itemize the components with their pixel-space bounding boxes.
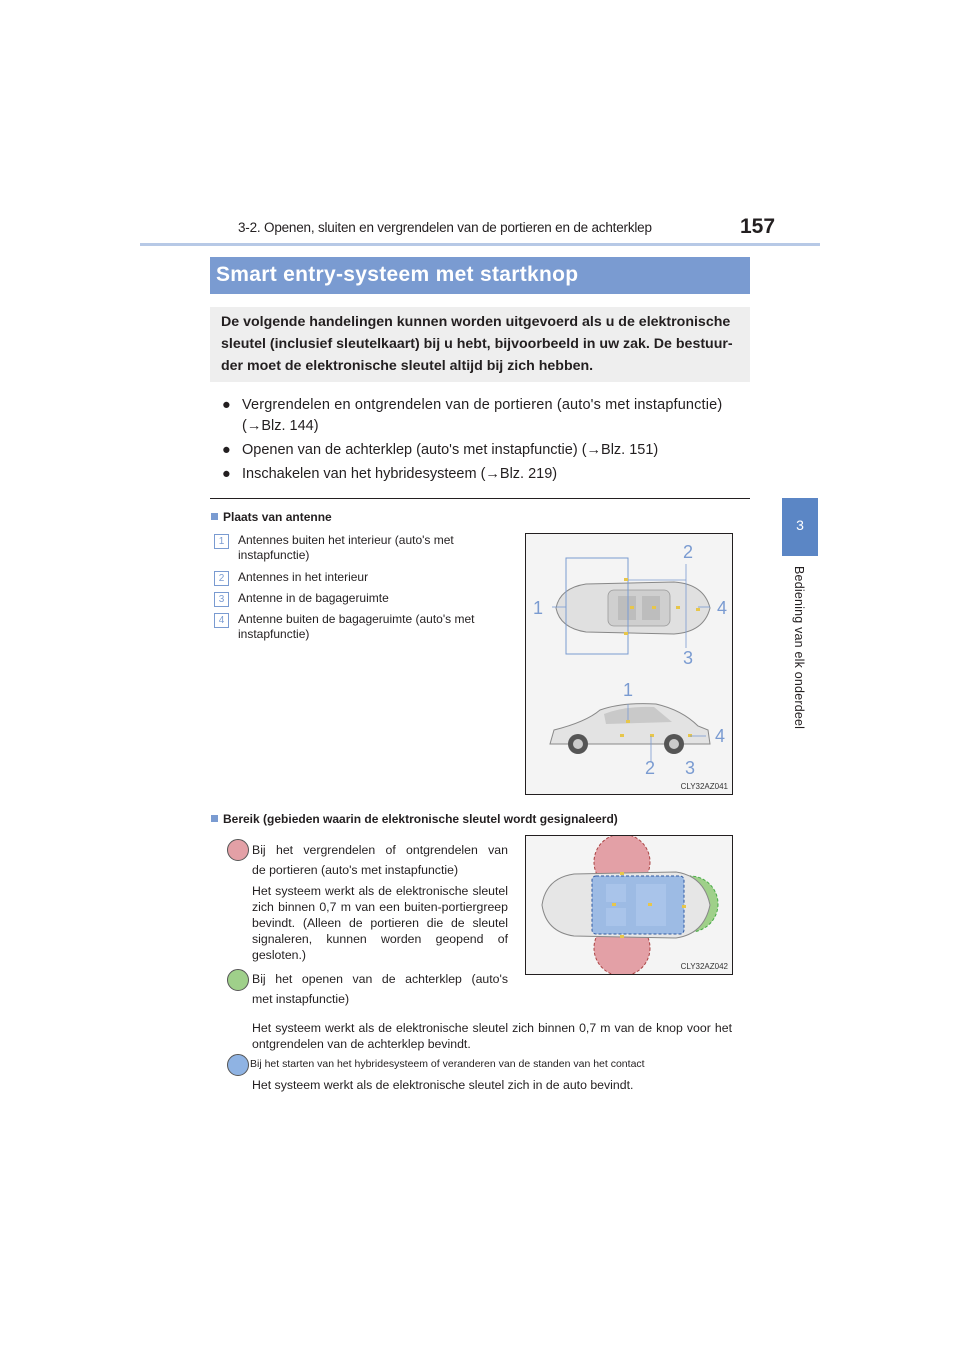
intro-line: sleutel (inclusief sleutelkaart) bij u hebt, bijvoorbeeld in uw zak. De bestuur- (221, 336, 733, 352)
bullet-glyph: ● (222, 397, 231, 413)
antenna-location-figure (525, 533, 733, 795)
antenna-list-item: 4 Antenne buiten de bagageruimte (auto's met instapfunctie) (214, 612, 510, 642)
callout-4: 4 (716, 598, 728, 618)
callout-2: 2 (682, 542, 694, 562)
bullet-item (222, 440, 747, 461)
callout-number: 2 (214, 571, 229, 586)
antenna-list-item: 1 Antennes buiten het interieur (auto's met instapfunctie) (214, 533, 510, 563)
bullet-text-cont: (→Blz. 144) (242, 418, 319, 434)
red-zone-swatch-icon (227, 839, 249, 861)
antenna-heading: Plaats van antenne (211, 510, 332, 524)
antenna-diagram (526, 534, 732, 794)
green-zone-title-line1: Bij het openen van de achterklep (auto's (252, 972, 508, 986)
page-number: 157 (740, 215, 776, 238)
callout-1: 1 (532, 598, 544, 618)
range-diagram (526, 836, 732, 974)
callout-number: 4 (214, 613, 229, 628)
figure-code: CLY32AZ042 (680, 962, 728, 971)
section-title: Smart entry-systeem met startknop (210, 257, 750, 294)
intro-line: der moet de elektronische sleutel altijd bij zich hebben. (221, 358, 594, 374)
bullet-item (222, 395, 747, 437)
callout-3: 3 (682, 648, 694, 668)
running-header: 3-2. Openen, sluiten en vergrendelen van de portieren en de achterklep (238, 220, 652, 235)
intro-line: De volgende handelingen kunnen worden uitgevoerd als u de elektronische (221, 314, 731, 330)
bullet-item (222, 464, 747, 485)
green-zone-body: Het systeem werkt als de elektronische sleutel zich binnen 0,7 m van de knop voor het ontgrendelen van de achterklep bevindt. (252, 1021, 732, 1051)
blue-zone-swatch-icon (227, 1054, 249, 1076)
figure-code: CLY32AZ041 (680, 782, 728, 791)
header-rule (140, 243, 820, 246)
car-top-view (552, 558, 710, 654)
red-zone-title-line2: de portieren (auto's met instapfunctie) (252, 863, 459, 877)
detection-range-figure (525, 835, 733, 975)
antenna-list-item: 3 Antenne in de bagageruimte (214, 591, 510, 606)
chapter-tab: 3 (782, 498, 818, 556)
green-zone-swatch-icon (227, 969, 249, 991)
antenna-list-item: 2 Antennes in het interieur (214, 570, 510, 585)
blue-zone-title: Bij het starten van het hybridesysteem of veranderen van de standen van het contact (250, 1058, 645, 1070)
callout-number: 3 (214, 592, 229, 607)
car-side-view (550, 704, 710, 762)
callout-1b: 1 (622, 680, 634, 700)
chapter-side-label (788, 566, 810, 766)
blue-zone-body: Het systeem werkt als de elektronische sleutel zich in de auto bevindt. (252, 1078, 634, 1092)
bullet-glyph: ● (222, 442, 231, 458)
green-zone-title-line2: met instapfunctie) (252, 992, 350, 1006)
red-zone-title-line1: Bij het vergrendelen of ontgrendelen van (252, 843, 508, 857)
callout-3b: 3 (684, 758, 696, 778)
bullet-text: Inschakelen van het hybridesysteem (→Blz. 219) (242, 466, 558, 482)
callout-2b: 2 (644, 758, 656, 778)
intro-box (210, 307, 750, 382)
range-heading: Bereik (gebieden waarin de elektronische sleutel wordt gesignaleerd) (211, 812, 618, 826)
bullet-text: Openen van de achterklep (auto's met instapfunctie) (→Blz. 151) (242, 442, 659, 458)
callout-number: 1 (214, 534, 229, 549)
chapter-side-label-text: Bediening van elk onderdeel (792, 566, 806, 730)
bullet-text: Vergrendelen en ontgrendelen van de portieren (auto's met instapfunctie) (242, 397, 723, 413)
square-bullet-icon (211, 513, 218, 520)
section-divider (210, 498, 750, 499)
red-zone-body: Het systeem werkt als de elektronische sleutel zich binnen 0,7 m van een buiten-portiergreep bevindt. (Alleen de portieren die de sleutel signaleren, kunnen worden geopend of gesloten.) (252, 884, 508, 962)
square-bullet-icon (211, 815, 218, 822)
callout-4b: 4 (714, 726, 726, 746)
bullet-glyph: ● (222, 466, 231, 482)
